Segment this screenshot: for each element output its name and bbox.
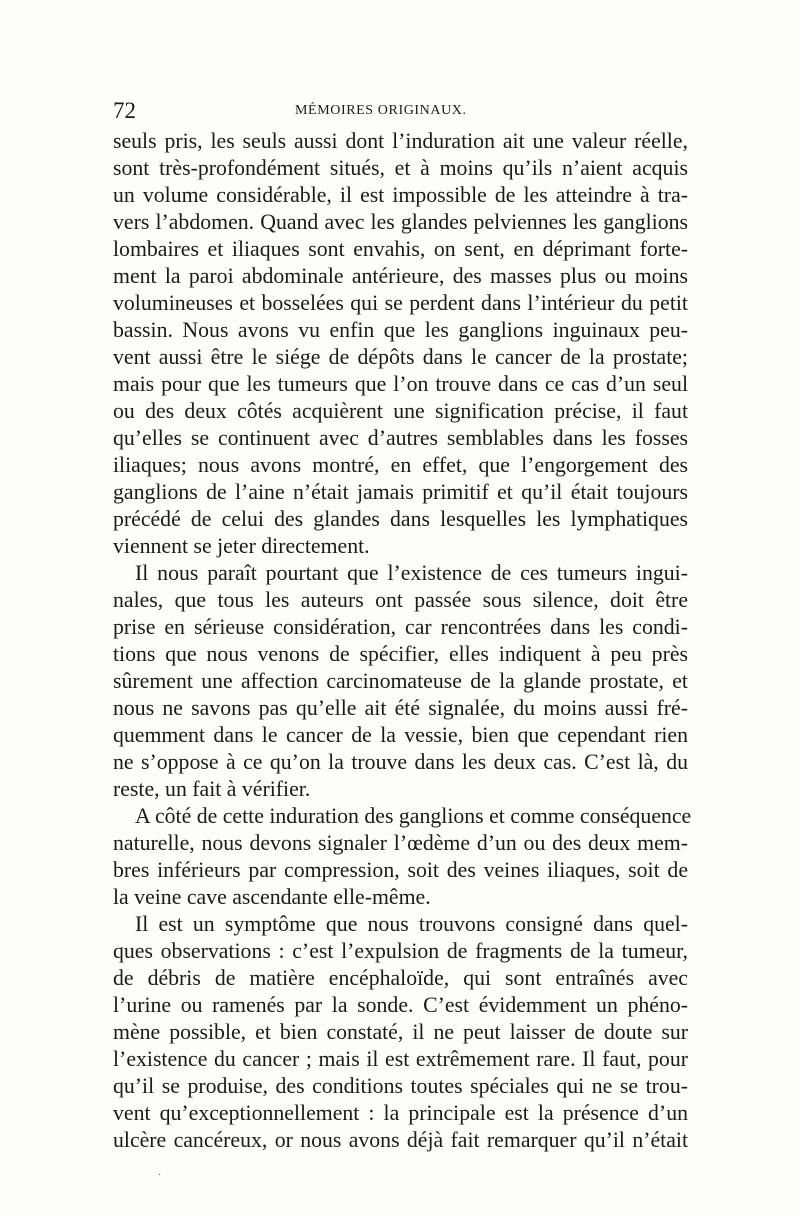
text-line: vent qu’exceptionnellement : la principale est la présence d’un: [113, 1101, 688, 1125]
text-line: de débris de matière encéphaloïde, qui sont entraînés avec: [113, 966, 688, 990]
text-line: ment la paroi abdominale antérieure, des masses plus ou moins: [113, 264, 688, 288]
text-line: sont très-profondément situés, et à moins qu’ils n’aient acquis: [113, 156, 688, 180]
text-line: mais pour que les tumeurs que l’on trouve dans ce cas d’un seul: [113, 372, 688, 396]
text-line: mène possible, et bien constaté, il ne peut laisser de doute sur: [113, 1020, 688, 1044]
text-line: prise en sérieuse considération, car rencontrées dans les condi-: [113, 615, 688, 639]
text-line: nales, que tous les auteurs ont passée sous silence, doit être: [113, 588, 688, 612]
text-line: ou des deux côtés acquièrent une signification précise, il faut: [113, 399, 688, 423]
text-line: tions que nous venons de spécifier, elles indiquent à peu près: [113, 642, 688, 666]
paragraph-start-line: Il est un symptôme que nous trouvons consigné dans quel-: [135, 912, 688, 936]
text-line: bres inférieurs par compression, soit des veines iliaques, soit de: [113, 858, 688, 882]
page-number: 72: [113, 98, 136, 123]
text-line: nous ne savons pas qu’elle ait été signalée, du moins aussi fré-: [113, 696, 688, 720]
text-line: ganglions de l’aine n’était jamais primitif et qu’il était toujours: [113, 480, 688, 504]
text-line: volumineuses et bosselées qui se perdent dans l’intérieur du petit: [113, 291, 688, 315]
text-line: l’existence du cancer ; mais il est extrêmement rare. Il faut, pour: [113, 1047, 688, 1071]
text-line: sûrement une affection carcinomateuse de la glande prostate, et: [113, 669, 688, 693]
text-line: ne s’oppose à ce qu’on la trouve dans les deux cas. C’est là, du: [113, 750, 688, 774]
text-line: vers l’abdomen. Quand avec les glandes pelviennes les ganglions: [113, 210, 688, 234]
page-header: [113, 97, 688, 127]
text-line: lombaires et iliaques sont envahis, on sent, en déprimant forte-: [113, 237, 688, 261]
text-line: précédé de celui des glandes dans lesquelles les lymphatiques: [113, 507, 688, 531]
paragraph-end-line: reste, un fait à vérifier.: [113, 777, 311, 801]
text-line: qu’il se produise, des conditions toutes spéciales qui ne se trou-: [113, 1074, 688, 1098]
paragraph-end-line: viennent se jeter directement.: [113, 534, 370, 558]
paragraph-start-line: Il nous paraît pourtant que l’existence de ces tumeurs ingui-: [135, 561, 688, 585]
text-line: seuls pris, les seuls aussi dont l’induration ait une valeur réelle,: [113, 129, 688, 153]
text-line: naturelle, nous devons signaler l’œdème d’un ou des deux mem-: [113, 831, 688, 855]
text-line: ques observations : c’est l’expulsion de fragments de la tumeur,: [113, 939, 688, 963]
text-line: vent aussi être le siége de dépôts dans le cancer de la prostate;: [113, 345, 688, 369]
text-line: l’urine ou ramenés par la sonde. C’est évidemment un phéno-: [113, 993, 688, 1017]
running-head: MÉMOIRES ORIGINAUX.: [295, 103, 467, 118]
body-text: [113, 128, 692, 1154]
paragraph-start-line: A côté de cette induration des ganglions et comme conséquence: [135, 804, 692, 828]
text-line: bassin. Nous avons vu enfin que les ganglions inguinaux peu-: [113, 318, 688, 342]
paragraph-end-line: la veine cave ascendante elle-même.: [113, 885, 431, 909]
text-line: iliaques; nous avons montré, en effet, que l’engorgement des: [113, 453, 688, 477]
print-speck: ·: [158, 1170, 162, 1181]
text-line: qu’elles se continuent avec d’autres semblables dans les fosses: [113, 426, 688, 450]
text-line: un volume considérable, il est impossible de les atteindre à tra-: [113, 183, 688, 207]
text-line: quemment dans le cancer de la vessie, bien que cependant rien: [113, 723, 688, 747]
text-line: ulcère cancéreux, or nous avons déjà fait remarquer qu’il n’était: [113, 1128, 688, 1152]
